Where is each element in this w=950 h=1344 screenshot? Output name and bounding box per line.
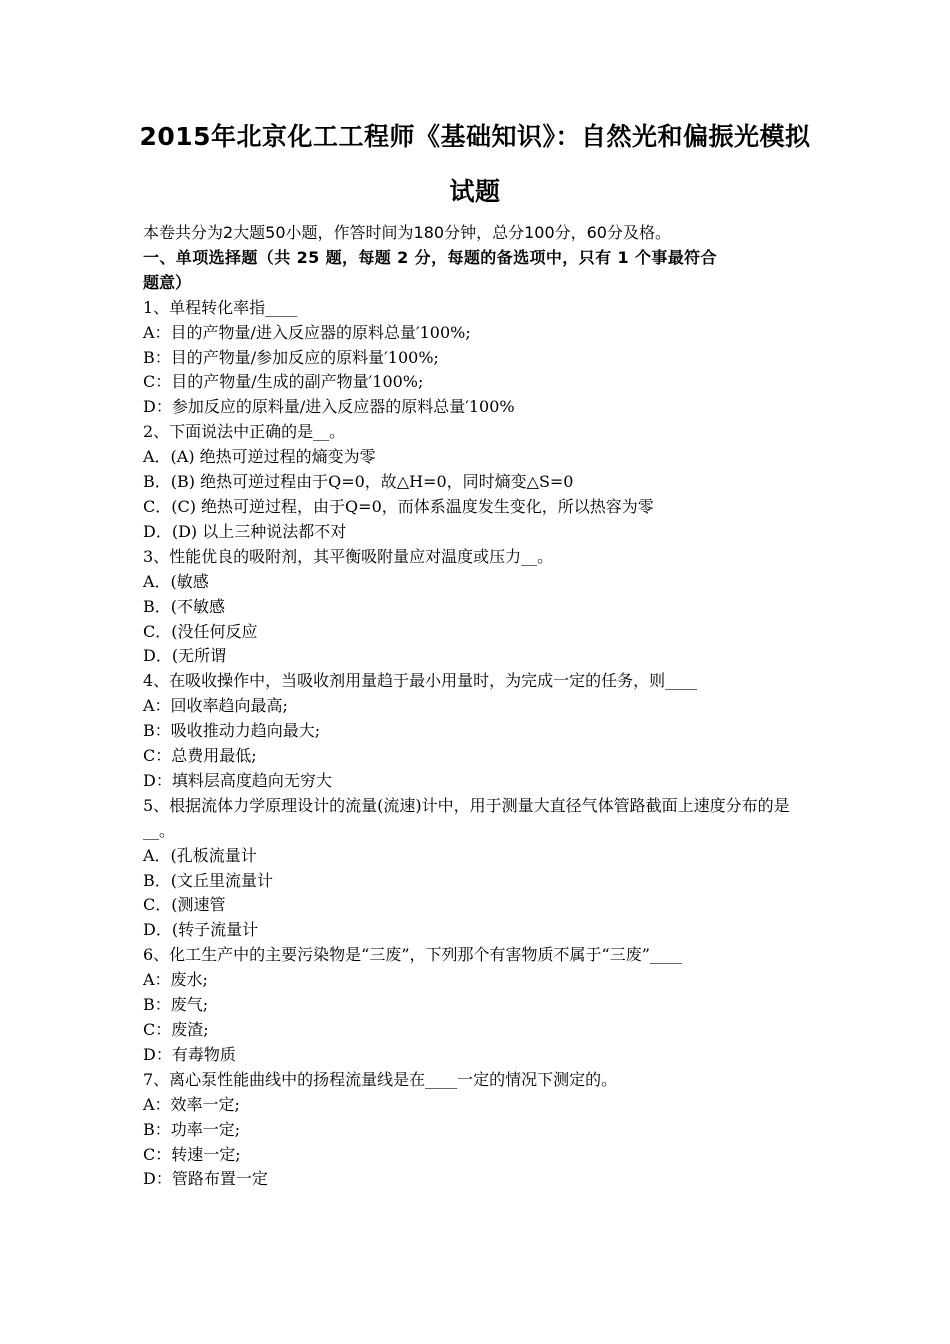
option-a: A：效率一定; bbox=[143, 1094, 240, 1114]
option-a: A．(孔板流量计 bbox=[143, 845, 257, 865]
option-c: C．(C) 绝热可逆过程，由于Q=0，而体系温度发生变化，所以热容为零 bbox=[143, 496, 654, 516]
option-b: B：吸收推动力趋向最大; bbox=[143, 721, 321, 741]
question-text: 4、在吸收操作中，当吸收剂用量趋于最小用量时，为完成一定的任务，则____ bbox=[143, 671, 698, 691]
option-c: C．(没任何反应 bbox=[143, 621, 258, 641]
option-c: C：转速一定; bbox=[143, 1144, 241, 1164]
option-d: D．(D) 以上三种说法都不对 bbox=[143, 521, 347, 541]
option-d: D：参加反应的原料量/进入反应器的原料总量′100% bbox=[143, 397, 515, 417]
option-b: B．(不敏感 bbox=[143, 596, 226, 616]
section-heading-line2: 题意） bbox=[143, 272, 192, 292]
question-block bbox=[143, 1068, 813, 1193]
option-a: A．(A) 绝热可逆过程的熵变为零 bbox=[143, 447, 376, 467]
option-a: A：废水; bbox=[143, 970, 208, 990]
question-text: 2、下面说法中正确的是__。 bbox=[143, 422, 346, 442]
section-heading bbox=[143, 246, 813, 296]
document-body bbox=[143, 221, 813, 1192]
question-text: 6、化工生产中的主要污染物是“三废”，下列那个有害物质不属于“三废”____ bbox=[143, 945, 682, 965]
option-c: C：目的产物量/生成的副产物量′100%; bbox=[143, 372, 424, 392]
option-a: A．(敏感 bbox=[143, 571, 209, 591]
question-text: 7、离心泵性能曲线中的扬程流量线是在____一定的情况下测定的。 bbox=[143, 1069, 618, 1089]
document-title-line2: 试题 bbox=[449, 177, 501, 206]
question-block bbox=[143, 794, 813, 943]
option-b: B：废气; bbox=[143, 995, 209, 1015]
option-d: D．(转子流量计 bbox=[143, 920, 259, 940]
option-b: B：功率一定; bbox=[143, 1119, 241, 1139]
question-text: 3、性能优良的吸附剂，其平衡吸附量应对温度或压力__。 bbox=[143, 546, 554, 566]
question-block bbox=[143, 943, 813, 1068]
question-block bbox=[143, 296, 813, 421]
question-text: 5、根据流体力学原理设计的流量(流速)计中，用于测量大直径气体管路截面上速度分布的是__。 bbox=[143, 795, 790, 840]
question-block bbox=[143, 420, 813, 545]
section-heading-line1: 一、单项选择题（共 25 题，每题 2 分，每题的备选项中，只有 1 个事最符合 bbox=[143, 247, 717, 267]
option-b: B．(B) 绝热可逆过程由于Q=0，故△H=0，同时熵变△S=0 bbox=[143, 472, 574, 492]
question-block bbox=[143, 669, 813, 794]
option-a: A：目的产物量/进入反应器的原料总量′100%; bbox=[143, 322, 471, 342]
option-c: C：废渣; bbox=[143, 1020, 209, 1039]
option-d: D：填料层高度趋向无穷大 bbox=[143, 770, 332, 790]
question-text: 1、单程转化率指____ bbox=[143, 297, 298, 317]
option-a: A：回收率趋向最高; bbox=[143, 696, 288, 716]
option-c: C．(测速管 bbox=[143, 895, 226, 915]
question-block bbox=[143, 545, 813, 670]
option-d: D．(无所谓 bbox=[143, 646, 227, 666]
option-b: B．(文丘里流量计 bbox=[143, 870, 274, 890]
document-title-line1: 2015年北京化工工程师《基础知识》：自然光和偏振光模拟 bbox=[139, 122, 811, 151]
option-d: D：管路布置一定 bbox=[143, 1169, 268, 1189]
option-c: C：总费用最低; bbox=[143, 746, 257, 766]
option-d: D：有毒物质 bbox=[143, 1044, 236, 1064]
option-b: B：目的产物量/参加反应的原料量′100%; bbox=[143, 347, 439, 367]
exam-intro: 本卷共分为2大题50小题，作答时间为180分钟，总分100分，60分及格。 bbox=[143, 223, 671, 242]
